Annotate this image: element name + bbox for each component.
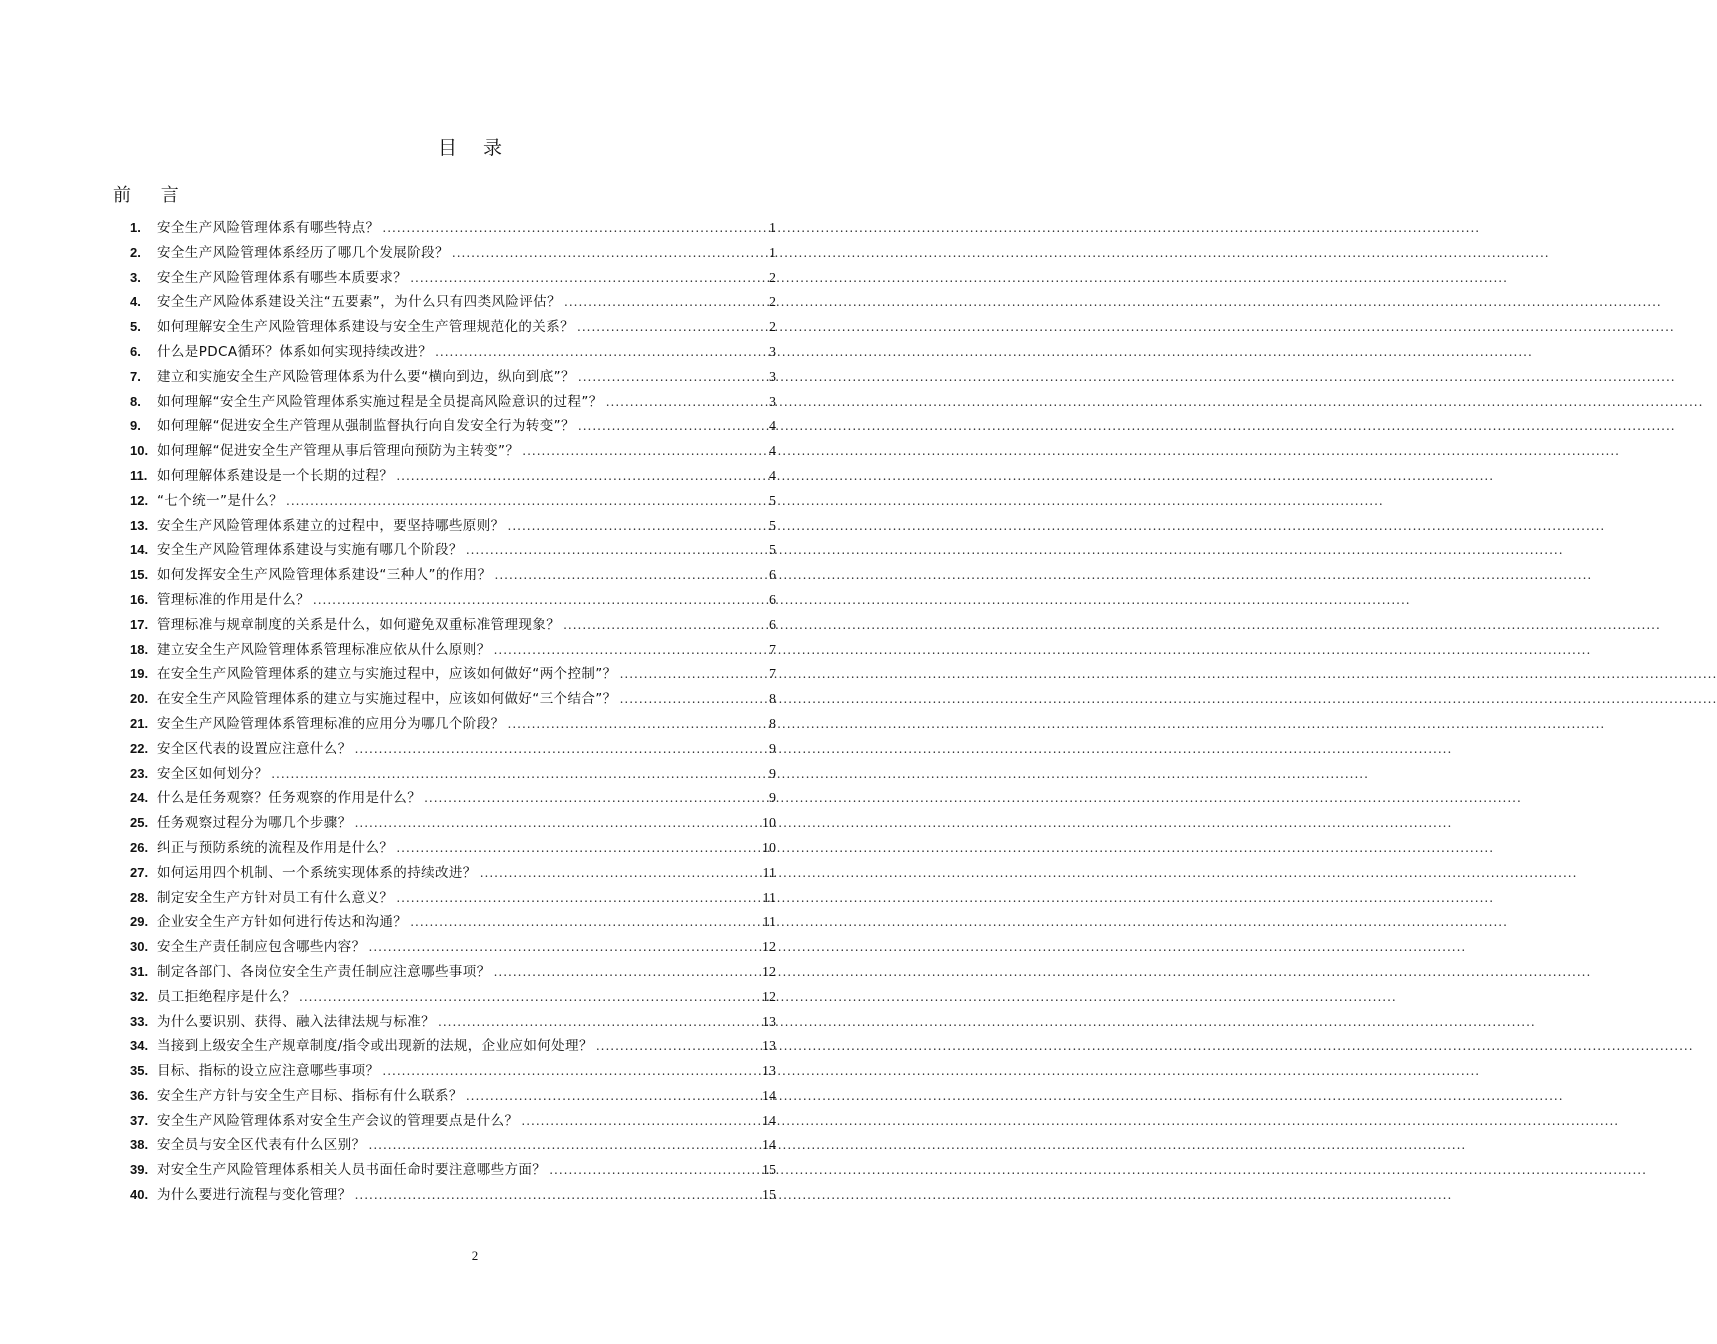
- toc-dot-leader: [369, 935, 761, 960]
- toc-dot-leader: [438, 1010, 760, 1035]
- toc-dot-leader: [435, 340, 767, 365]
- toc-entry-page: 9: [769, 766, 776, 782]
- toc-entry[interactable]: [130, 638, 776, 663]
- toc-entry[interactable]: [130, 365, 776, 390]
- toc-entry-number: 15.: [130, 567, 149, 583]
- toc-entry[interactable]: [130, 985, 776, 1010]
- toc-dot-leader: [382, 1059, 760, 1084]
- toc-entry-page: 12: [762, 940, 776, 956]
- toc-entry-title: 安全区如何划分？: [157, 765, 269, 782]
- toc-entry-title: 企业安全生产方针如何进行传达和沟通？: [157, 914, 408, 931]
- toc-entry-page: 11: [762, 890, 776, 906]
- toc-entry-number: 16.: [130, 591, 149, 607]
- toc-dot-leader: [410, 266, 767, 291]
- toc-dot-leader: [382, 216, 767, 241]
- toc-entry[interactable]: [130, 1158, 776, 1183]
- toc-entry-title: 如何运用四个机制、一个系统实现体系的持续改进？: [157, 864, 477, 881]
- toc-dot-leader: [355, 737, 767, 762]
- toc-entry-number: 30.: [130, 939, 149, 955]
- toc-dot-leader: [564, 290, 767, 315]
- toc-entry[interactable]: [130, 1109, 776, 1134]
- toc-dot-leader: [508, 712, 768, 737]
- toc-entry[interactable]: [130, 439, 776, 464]
- toc-entry-title: 任务观察过程分为哪几个步骤？: [157, 815, 352, 832]
- toc-entry-number: 14.: [130, 542, 149, 558]
- toc-entry[interactable]: [130, 662, 776, 687]
- toc-entry-number: 7.: [130, 368, 141, 384]
- toc-entry-number: 11.: [130, 467, 148, 483]
- toc-entry[interactable]: [130, 910, 776, 935]
- toc-entry-number: 17.: [130, 616, 149, 632]
- toc-entry-title: 建立和实施安全生产风险管理体系为什么要“横向到边，纵向到底”？: [157, 368, 575, 385]
- toc-entry-page: 6: [769, 592, 776, 608]
- preface-heading: 前 言: [113, 185, 191, 206]
- toc-entry-page: 15: [762, 1188, 776, 1204]
- toc-entry-page: 11: [762, 865, 776, 881]
- toc-entry[interactable]: [130, 737, 776, 762]
- toc-dot-leader: [396, 464, 767, 489]
- toc-entry-page: 10: [762, 840, 776, 856]
- toc-dot-leader: [578, 365, 767, 390]
- toc-entry-title: 建立安全生产风险管理体系管理标准应依从什么原则？: [157, 641, 491, 658]
- toc-entry[interactable]: [130, 1010, 776, 1035]
- toc-entry-title: 安全生产责任制应包含哪些内容？: [157, 939, 366, 956]
- toc-entry-number: 31.: [130, 963, 149, 979]
- toc-entry[interactable]: [130, 1034, 776, 1059]
- toc-entry-page: 9: [769, 791, 776, 807]
- toc-entry-title: 安全生产风险管理体系有哪些本质要求？: [157, 269, 408, 286]
- toc-entry-number: 34.: [130, 1038, 149, 1054]
- toc-entry-number: 18.: [130, 641, 149, 657]
- toc-entry-title: 纠正与预防系统的流程及作用是什么？: [157, 839, 394, 856]
- toc-dot-leader: [563, 613, 767, 638]
- toc-entry-page: 4: [769, 468, 776, 484]
- toc-entry-title: 安全生产方针与安全生产目标、指标有什么联系？: [157, 1087, 463, 1104]
- toc-entry-title: 安全生产风险体系建设关注“五要素”，为什么只有四类风险评估？: [157, 294, 561, 311]
- toc-entry[interactable]: [130, 935, 776, 960]
- toc-entry-page: 8: [769, 716, 776, 732]
- toc-entry-page: 3: [769, 394, 776, 410]
- toc-entry-number: 26.: [130, 839, 149, 855]
- toc-dot-leader: [369, 1133, 761, 1158]
- toc-entry-number: 8.: [130, 393, 141, 409]
- toc-entry[interactable]: [130, 241, 776, 266]
- toc-entry-title: 对安全生产风险管理体系相关人员书面任命时要注意哪些方面？: [157, 1162, 547, 1179]
- toc-entry-title: 安全区代表的设置应注意什么？: [157, 740, 352, 757]
- toc-entry-number: 21.: [130, 715, 149, 731]
- toc-entry-title: 管理标准与规章制度的关系是什么，如何避免双重标准管理现象？: [157, 616, 561, 633]
- toc-entry[interactable]: [130, 1183, 776, 1208]
- toc-entry-page: 6: [769, 568, 776, 584]
- toc-entry-page: 7: [769, 642, 776, 658]
- toc-entry-page: 4: [769, 444, 776, 460]
- toc-entry-page: 9: [769, 741, 776, 757]
- toc-entry-number: 24.: [130, 790, 149, 806]
- toc-dot-leader: [549, 1158, 760, 1183]
- toc-entry-page: 12: [762, 964, 776, 980]
- toc-entry[interactable]: [130, 762, 776, 787]
- toc-entry-number: 39.: [130, 1162, 149, 1178]
- toc-entry-title: 安全生产风险管理体系建立的过程中，要坚持哪些原则？: [157, 517, 505, 534]
- toc-entry-number: 22.: [130, 740, 149, 756]
- toc-dot-leader: [620, 687, 767, 712]
- toc-dot-leader: [508, 514, 768, 539]
- toc-entry-title: 安全员与安全区代表有什么区别？: [157, 1137, 366, 1154]
- toc-entry-title: 安全生产风险管理体系建设与实施有哪几个阶段？: [157, 542, 463, 559]
- toc-entry-page: 13: [762, 1014, 776, 1030]
- toc-entry-title: 如何理解安全生产风险管理体系建设与安全生产管理规范化的关系？: [157, 319, 574, 336]
- toc-dot-leader: [355, 811, 760, 836]
- toc-dot-leader: [355, 1183, 760, 1208]
- toc-entry-title: 当接到上级安全生产规章制度/指令或出现新的法规，企业应如何处理？: [157, 1038, 593, 1055]
- toc-dot-leader: [299, 985, 760, 1010]
- toc-entry[interactable]: [130, 266, 776, 291]
- toc-entry-number: 1.: [130, 220, 141, 235]
- toc-entry[interactable]: [130, 687, 776, 712]
- toc-entry-page: 6: [769, 617, 776, 633]
- toc-entry[interactable]: [130, 588, 776, 613]
- toc-entry-number: 33.: [130, 1013, 149, 1029]
- toc-entry-number: 28.: [130, 889, 149, 905]
- toc-entry-title: 安全生产风险管理体系经历了哪几个发展阶段？: [157, 244, 449, 261]
- toc-entry-number: 40.: [130, 1187, 149, 1203]
- toc-dot-leader: [452, 241, 767, 266]
- toc-dot-leader: [466, 1084, 760, 1109]
- toc-entry-page: 2: [769, 320, 776, 336]
- toc-entry[interactable]: [130, 1059, 776, 1084]
- toc-entry[interactable]: [130, 489, 776, 514]
- toc-dot-leader: [480, 861, 761, 886]
- toc-entry-page: 11: [762, 915, 776, 931]
- toc-entry-number: 4.: [130, 294, 141, 310]
- toc-entry[interactable]: [130, 538, 776, 563]
- toc-entry-title: 管理标准的作用是什么？: [157, 591, 310, 608]
- toc-entry-number: 23.: [130, 765, 149, 781]
- toc-entry-page: 13: [762, 1039, 776, 1055]
- toc-entry-number: 38.: [130, 1137, 149, 1153]
- toc-entry[interactable]: [130, 1084, 776, 1109]
- toc-entry-page: 5: [769, 493, 776, 509]
- toc-entry-title: 如何发挥安全生产风险管理体系建设“三种人”的作用？: [157, 567, 492, 584]
- toc-entry[interactable]: [130, 786, 776, 811]
- toc-dot-leader: [522, 439, 767, 464]
- toc-dot-leader: [578, 414, 767, 439]
- toc-entry-title: 如何理解“促进安全生产管理从强制监督执行向自发安全行为转变”？: [157, 418, 575, 435]
- toc-entry-number: 20.: [130, 691, 149, 707]
- toc-entry-page: 2: [769, 270, 776, 286]
- toc-entry-page: 5: [769, 518, 776, 534]
- toc-list: [130, 216, 776, 1208]
- toc-dot-leader: [495, 563, 768, 588]
- toc-entry-page: 3: [769, 369, 776, 385]
- toc-entry-number: 12.: [130, 492, 149, 508]
- toc-entry[interactable]: [130, 613, 776, 638]
- toc-dot-leader: [606, 390, 767, 415]
- toc-entry[interactable]: [130, 886, 776, 911]
- toc-entry-page: 13: [762, 1064, 776, 1080]
- toc-entry-title: 安全生产风险管理体系管理标准的应用分为哪几个阶段？: [157, 715, 505, 732]
- toc-entry-title: 制定安全生产方针对员工有什么意义？: [157, 889, 394, 906]
- toc-entry-title: 安全生产风险管理体系有哪些特点？: [157, 220, 380, 236]
- toc-entry-title: 什么是任务观察？任务观察的作用是什么？: [157, 790, 422, 807]
- toc-entry[interactable]: [130, 216, 776, 241]
- toc-entry-page: 5: [769, 543, 776, 559]
- toc-dot-leader: [466, 538, 767, 563]
- toc-dot-leader: [313, 588, 767, 613]
- page-number: 2: [471, 1248, 479, 1263]
- toc-entry[interactable]: [130, 861, 776, 886]
- toc-entry-page: 14: [762, 1138, 776, 1154]
- toc-entry-number: 13.: [130, 517, 149, 533]
- toc-dot-leader: [396, 836, 760, 861]
- toc-dot-leader: [410, 910, 760, 935]
- toc-dot-leader: [620, 662, 767, 687]
- toc-dot-leader: [596, 1034, 760, 1059]
- toc-entry-page: 1: [769, 221, 776, 236]
- toc-entry-number: 27.: [130, 864, 149, 880]
- toc-entry[interactable]: [130, 315, 776, 340]
- toc-entry[interactable]: [130, 390, 776, 415]
- toc-entry-page: 15: [762, 1163, 776, 1179]
- toc-entry[interactable]: [130, 340, 776, 365]
- toc-entry-page: 3: [769, 344, 776, 360]
- toc-entry-page: 10: [762, 816, 776, 832]
- toc-entry-number: 32.: [130, 988, 149, 1004]
- toc-entry-number: 5.: [130, 319, 141, 335]
- toc-dot-leader: [271, 762, 767, 787]
- toc-dot-leader: [494, 638, 767, 663]
- toc-entry-page: 8: [769, 692, 776, 708]
- toc-entry[interactable]: [130, 960, 776, 985]
- toc-entry-number: 35.: [130, 1063, 149, 1079]
- toc-entry[interactable]: [130, 464, 776, 489]
- toc-entry-title: 如何理解“促进安全生产管理从事后管理向预防为主转变”？: [157, 443, 520, 460]
- toc-entry-page: 12: [762, 989, 776, 1005]
- toc-entry-number: 9.: [130, 418, 141, 434]
- toc-entry-title: 在安全生产风险管理体系的建立与实施过程中，应该如何做好“两个控制”？: [157, 666, 617, 683]
- toc-entry-number: 25.: [130, 815, 149, 831]
- toc-entry[interactable]: [130, 290, 776, 315]
- toc-entry-title: 安全生产风险管理体系对安全生产会议的管理要点是什么？: [157, 1112, 519, 1129]
- toc-entry-page: 14: [762, 1113, 776, 1129]
- toc-dot-leader: [494, 960, 760, 985]
- toc-entry-number: 19.: [130, 666, 149, 682]
- toc-entry[interactable]: [130, 1133, 776, 1158]
- toc-entry-number: 6.: [130, 343, 141, 359]
- toc-entry-number: 2.: [130, 244, 141, 260]
- toc-entry-title: 如何理解体系建设是一个长期的过程？: [157, 467, 394, 484]
- toc-dot-leader: [396, 886, 760, 911]
- toc-entry-title: 在安全生产风险管理体系的建立与实施过程中，应该如何做好“三个结合”？: [157, 691, 617, 708]
- toc-entry-page: 7: [769, 667, 776, 683]
- toc-entry[interactable]: [130, 811, 776, 836]
- toc-dot-leader: [286, 489, 767, 514]
- toc-entry-title: 如何理解“安全生产风险管理体系实施过程是全员提高风险意识的过程”？: [157, 393, 603, 410]
- toc-entry[interactable]: [130, 514, 776, 539]
- toc-entry-title: 制定各部门、各岗位安全生产责任制应注意哪些事项？: [157, 963, 491, 980]
- toc-entry-title: 什么是PDCA循环？体系如何实现持续改进？: [157, 343, 433, 360]
- toc-entry-number: 29.: [130, 914, 149, 930]
- toc-dot-leader: [577, 315, 767, 340]
- toc-entry-page: 4: [769, 419, 776, 435]
- toc-entry-number: 10.: [130, 443, 149, 459]
- toc-entry-title: 目标、指标的设立应注意哪些事项？: [157, 1063, 380, 1080]
- toc-entry-number: 36.: [130, 1087, 149, 1103]
- toc-entry-title: “七个统一”是什么？: [157, 492, 283, 509]
- toc-entry-title: 为什么要进行流程与变化管理？: [157, 1187, 352, 1204]
- toc-entry[interactable]: [130, 836, 776, 861]
- toc-entry-page: 1: [769, 245, 776, 261]
- toc-entry[interactable]: [130, 414, 776, 439]
- toc-entry-title: 员工拒绝程序是什么？: [157, 988, 296, 1005]
- toc-entry-number: 3.: [130, 269, 141, 285]
- toc-entry[interactable]: [130, 563, 776, 588]
- toc-entry-number: 37.: [130, 1112, 149, 1128]
- toc-dot-leader: [521, 1109, 760, 1134]
- toc-entry-title: 为什么要识别、获得、融入法律法规与标准？: [157, 1013, 435, 1030]
- toc-title: 目 录: [437, 137, 513, 159]
- toc-entry[interactable]: [130, 712, 776, 737]
- toc-entry-page: 14: [762, 1088, 776, 1104]
- toc-dot-leader: [424, 786, 767, 811]
- toc-entry-page: 2: [769, 295, 776, 311]
